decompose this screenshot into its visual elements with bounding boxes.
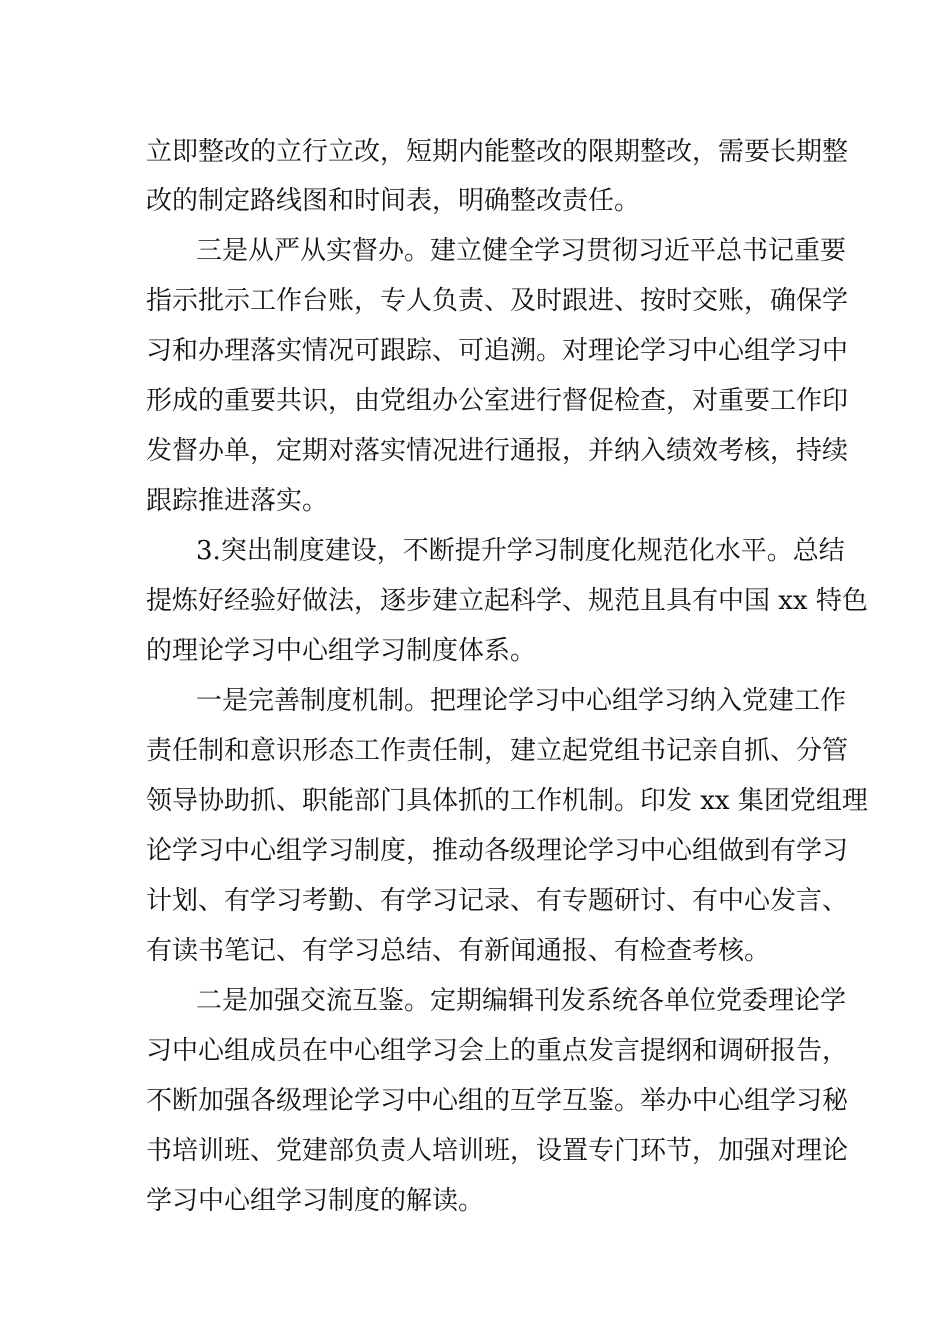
text-line: 论学习中心组学习制度，推动各级理论学习中心组做到有学习 bbox=[146, 836, 849, 866]
text-line: 习和办理落实情况可跟踪、可追溯。对理论学习中心组学习中 bbox=[146, 336, 849, 366]
text-line: 不断加强各级理论学习中心组的互学互鉴。举办中心组学习秘 bbox=[146, 1086, 849, 1116]
text-line: 立即整改的立行立改，短期内能整改的限期整改，需要长期整 bbox=[146, 137, 849, 167]
text-line: 的理论学习中心组学习制度体系。 bbox=[146, 636, 537, 666]
text-line: 3.突出制度建设，不断提升学习制度化规范化水平。总结 bbox=[196, 536, 845, 566]
text-line: 提炼好经验好做法，逐步建立起科学、规范且具有中国 xx 特色 bbox=[146, 586, 868, 616]
text-line: 有读书笔记、有学习总结、有新闻通报、有检查考核。 bbox=[146, 936, 771, 966]
text-line: 改的制定路线图和时间表，明确整改责任。 bbox=[146, 186, 641, 216]
text-line: 形成的重要共识，由党组办公室进行督促检查，对重要工作印 bbox=[146, 386, 849, 416]
text-line: 学习中心组学习制度的解读。 bbox=[146, 1186, 485, 1216]
text-line: 书培训班、党建部负责人培训班，设置专门环节，加强对理论 bbox=[146, 1136, 849, 1166]
text-line: 习中心组成员在中心组学习会上的重点发言提纲和调研报告， bbox=[146, 1036, 849, 1066]
text-line: 发督办单，定期对落实情况进行通报，并纳入绩效考核，持续 bbox=[146, 436, 849, 466]
text-line: 二是加强交流互鉴。定期编辑刊发系统各单位党委理论学 bbox=[196, 986, 847, 1016]
text-line: 一是完善制度机制。把理论学习中心组学习纳入党建工作 bbox=[196, 686, 847, 716]
text-line: 领导协助抓、职能部门具体抓的工作机制。印发 xx 集团党组理 bbox=[146, 786, 868, 816]
text-line: 计划、有学习考勤、有学习记录、有专题研讨、有中心发言、 bbox=[146, 886, 849, 916]
text-line: 责任制和意识形态工作责任制，建立起党组书记亲自抓、分管 bbox=[146, 736, 849, 766]
text-line: 指示批示工作台账，专人负责、及时跟进、按时交账，确保学 bbox=[146, 286, 849, 316]
text-line: 跟踪推进落实。 bbox=[146, 486, 329, 516]
text-line: 三是从严从实督办。建立健全学习贯彻习近平总书记重要 bbox=[196, 236, 847, 266]
